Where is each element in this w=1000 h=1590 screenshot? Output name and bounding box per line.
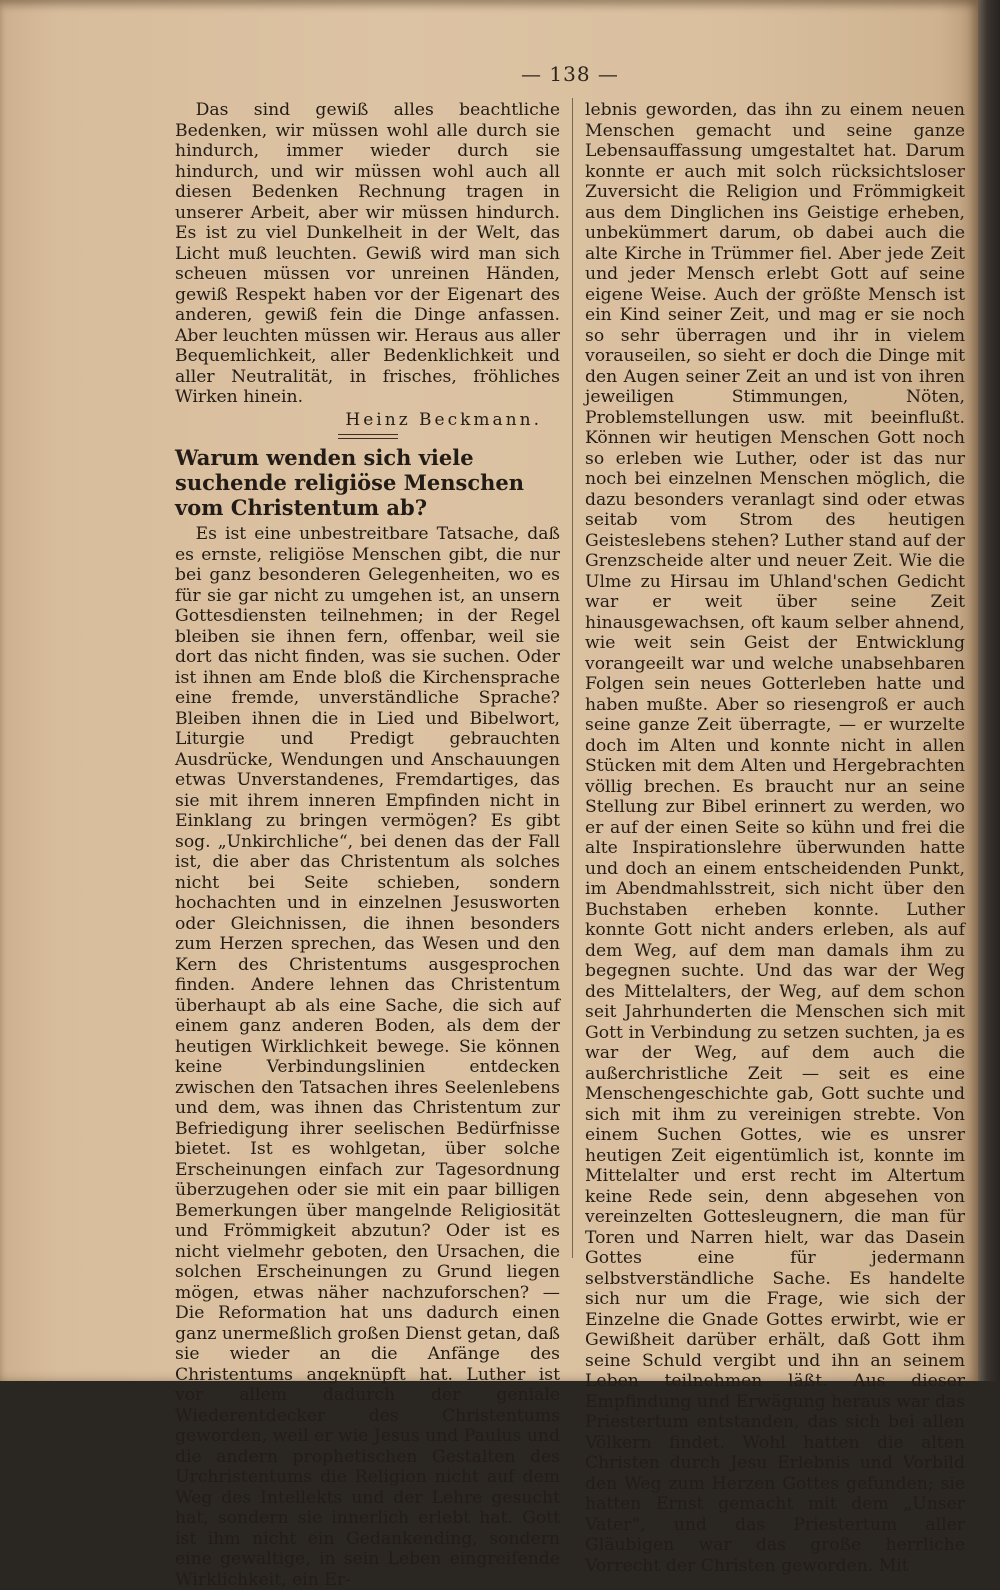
article-body-continued: lebnis geworden, das ihn zu einem neuen Menschen gemacht und seine ganze Lebensauffassung umgestaltet hat. Darum konnte er auch mit solch rücksichtsloser Zuversicht die Religion und Frömmigkeit aus dem Dinglichen ins Geistige erheben, unbekümmert darum, ob dabei auch die alte Kirche in Trümmer fiel. Aber jede Zeit und jeder Mensch erlebt Gott auf seine eigene Weise. Auch der größte Mensch ist ein Kind seiner Zeit, und mag er sie noch so sehr überragen und ihr in vielem vorauseilen, so sieht er doch die Dinge mit den Augen seiner Zeit an und ist von ihren jeweiligen Stimmungen, Nöten, Problemstellungen usw. mit beeinflußt. Können wir heutigen Menschen Gott noch so erleben wie Luther, oder ist das nur noch bei einzelnen Menschen möglich, die dazu besonders veranlagt sind oder etwas seitab vom Strom des heutigen Geisteslebens stehen? Luther stand auf der Grenzscheide alter und neuer Zeit. Wie die Ulme zu Hirsau im Uhland'schen Gedicht war er weit über seine Zeit hinausgewachsen, oft kaum selber ahnend, wie weit sein Geist der Entwicklung vorangeeilt war und welche unabsehbaren Folgen sein neues Gotterleben hatte und haben mußte. Aber so riesengroß er auch seine ganze Zeit überragte, — er wurzelte doch im Alten und konnte nicht in allen Stücken mit dem Alten und Hergebrachten völlig brechen. Es braucht nur an seine Stellung zur Bibel erinnert zu werden, wo er auf der einen Seite so kühn und frei die alte Inspirationslehre überwunden hatte und doch an einem entscheidenden Punkt, im Abendmahlsstreit, sich nicht über den Buchstaben erheben konnte. Luther konnte Gott nicht anders erleben, als auf dem Weg, auf dem man damals ihm zu begegnen suchte. Und das war der Weg des Mittelalters, der Weg, auf dem schon seit Jahrhunderten die Menschen sich mit Gott in Verbindung zu setzen suchten, ja es war der Weg, auf dem auch die außerchristliche Zeit — seit es eine Menschengeschichte gab, Gott suchte und sich mit ihm zu vereinigen strebte. Von einem Suchen Gottes, wie es unsrer heutigen Zeit eigentümlich ist, konnte im Mittelalter und erst recht im Altertum keine Rede sein, denn abgesehen von vereinzelten Gottesleugnern, die man für Toren und Narren hielt, war das Dasein Gottes eine für jedermann selbstverständliche Sache. Es handelte sich nur um die Frage, wie sich der Einzelne die Gnade Gottes erwirbt, wie er Gewißheit darüber erhält, daß Gott ihm seine Schuld vergibt und ihn an seinem Leben teilnehmen läßt. Aus dieser Empfindung und Erwägung heraus war das Priestertum entstanden, das sich bei allen Völkern findet. Wohl hatten die alten Christen durch Jesu Erlebnis und Vorbild den Weg zum Herzen Gottes gefunden; sie hatten Ernst gemacht mit dem „Unser Vater“, und das Priestertum aller Gläubigen war das große herrliche Vorrecht der Christen geworden. Mit	[585, 100, 965, 1576]
intro-paragraph: Das sind gewiß alles beachtliche Bedenken, wir müssen wohl alle durch sie hindurch, immer wieder durch sie hindurch, und wir müssen wohl auch all diesen Bedenken Rechnung tragen in unserer Arbeit, aber wir müssen hindurch. Es ist zu viel Dunkelheit in der Welt, das Licht muß leuchten. Gewiß wird man sich scheuen müssen vor unreinen Händen, gewiß Respekt haben vor der Eigenart des anderen, gewiß fein die Dinge anfassen. Aber leuchten müssen wir. Heraus aus aller Bequemlichkeit, aller Bedenklichkeit und aller Neutralität, in frisches, fröhliches Wirken hinein.	[175, 100, 560, 407]
section-divider	[338, 434, 398, 439]
left-column	[175, 100, 560, 1590]
column-divider	[572, 98, 573, 1258]
article-body: Es ist eine unbestreitbare Tatsache, daß es ernste, religiöse Menschen gibt, die nur bei ganz besonderen Gelegenheiten, wo es für sie gar nicht zu umgehen ist, an unsern Gottesdiensten teilnehmen; in der Regel bleiben sie ihnen fern, offenbar, weil sie dort das nicht finden, was sie suchen. Oder ist ihnen am Ende bloß die Kirchensprache eine fremde, unverständliche Sprache? Bleiben ihnen die in Lied und Bibelwort, Liturgie und Predigt gebrauchten Ausdrücke, Wendungen und Anschauungen etwas Unverstandenes, Fremdartiges, das sie mit ihrem inneren Empfinden nicht in Einklang zu bringen vermögen? Es gibt sog. „Unkirchliche“, bei denen das der Fall ist, die aber das Christentum als solches nicht bei Seite schieben, sondern hochachten und in einzelnen Jesusworten oder Gleichnissen, die ihnen besonders zum Herzen sprechen, das Wesen und den Kern des Christentums ausgesprochen finden. Andere lehnen das Christentum überhaupt ab als eine Sache, die sich auf einem ganz anderen Boden, als dem der heutigen Wirklichkeit bewege. Sie können keine Verbindungslinien entdecken zwischen den Tatsachen ihres Seelenlebens und dem, was ihnen das Christentum zur Befriedigung ihrer seelischen Bedürfnisse bietet. Ist es wohlgetan, über solche Erscheinungen einfach zur Tagesordnung überzugehen oder sie mit ein paar billigen Bemerkungen über mangelnde Religiosität und Frömmigkeit abzutun? Oder ist es nicht vielmehr geboten, den Ursachen, die solchen Erscheinungen zu Grund liegen mögen, etwas näher nachzuforschen? — Die Reformation hat uns dadurch einen ganz unermeßlich großen Dienst getan, daß sie wieder an die Anfänge des Christentums angeknüpft hat. Luther ist vor allem dadurch der geniale Wiederentdecker des Christentums geworden, weil er wie Jesus und Paulus und die andern prophetischen Gestalten des Urchristentums die Religion nicht auf dem Weg des Intellekts und der Lehre gesucht hat, sondern sie innerlich erlebt hat. Gott ist ihm nicht ein Gedankending, sondern eine gewaltige, in sein Leben eingreifende Wirklichkeit, ein Er-	[175, 524, 560, 1590]
right-column	[585, 100, 965, 1576]
page-edge	[978, 0, 1000, 1381]
page-number: — 138 —	[521, 62, 619, 86]
article-title: Warum wenden sich viele suchende religiöse Menschen vom Christentum ab?	[175, 445, 525, 520]
author-signature: Heinz Beckmann.	[345, 409, 542, 430]
